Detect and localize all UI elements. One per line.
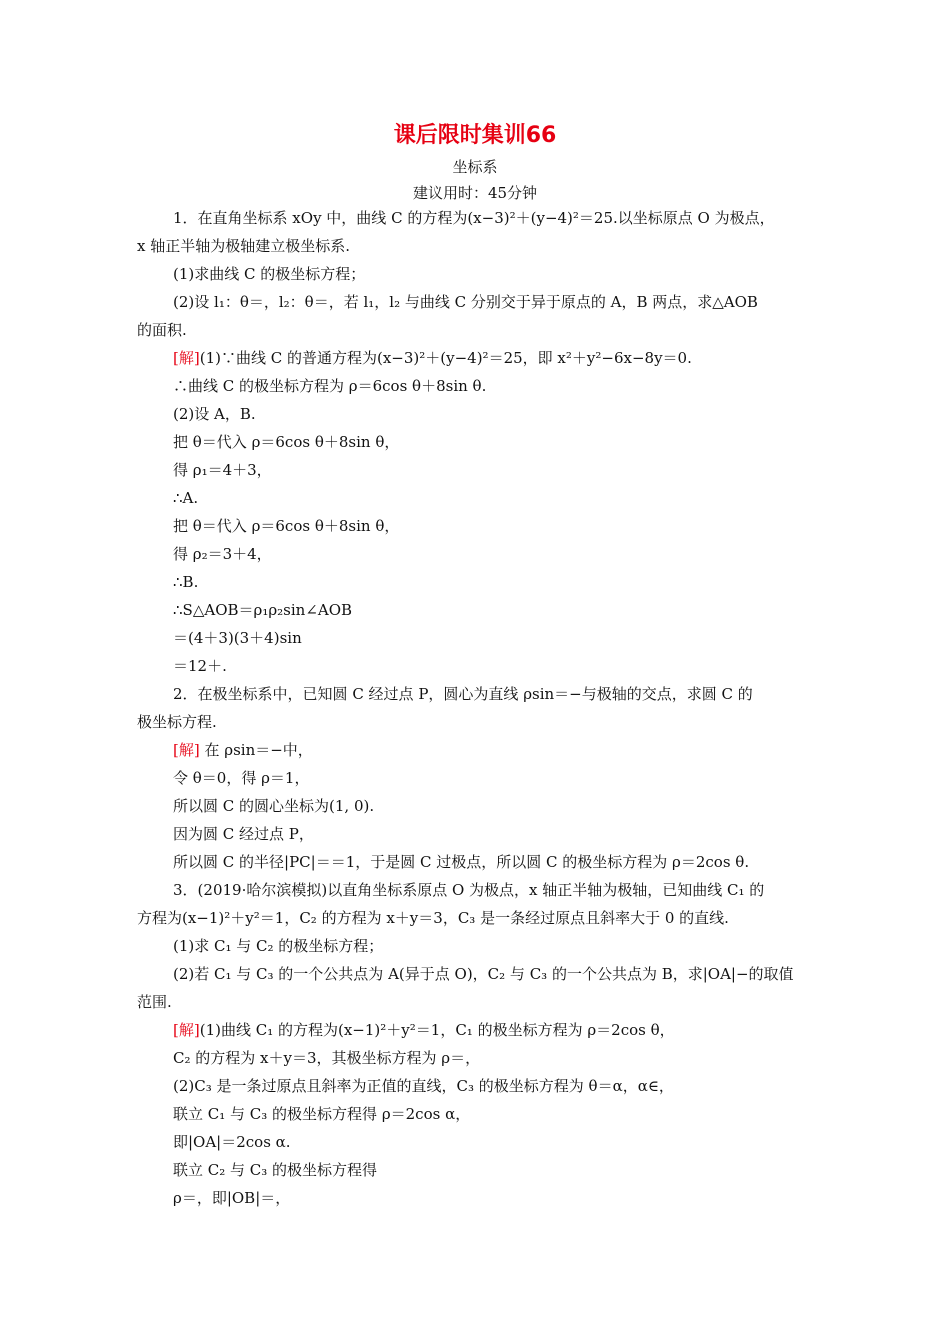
suggested-time: 建议用时：45分钟: [412, 184, 538, 202]
text-line: [173, 488, 198, 508]
line-text: 所以圆 C 的圆心坐标为(1, 0).: [173, 797, 375, 815]
line-text: 所以圆 C 的半径|PC|＝＝1，于是圆 C 过极点，所以圆 C 的极坐标方程为 ρ＝2cos θ.: [173, 853, 750, 871]
page-title: 课后限时集训66: [393, 123, 557, 148]
text-line: [173, 600, 352, 620]
text-line: [173, 768, 309, 788]
text-line: [173, 740, 313, 760]
text-line: [173, 1132, 291, 1152]
text-line: [173, 208, 775, 228]
line-text: C₂ 的方程为 x＋y＝3，其极坐标方程为 ρ＝，: [173, 1049, 481, 1067]
line-text: (2)设 A，B.: [173, 405, 256, 423]
line-text: 范围.: [137, 993, 172, 1011]
line-text: 得 ρ₁＝4＋3，: [173, 461, 272, 479]
solution-label: [解]: [173, 1021, 200, 1039]
line-text: (1)求曲线 C 的极坐标方程；: [173, 265, 366, 283]
line-text: (2)设 l₁：θ＝，l₂：θ＝，若 l₁，l₂ 与曲线 C 分别交于异于原点的 A，B 两点，求△AOB: [173, 293, 758, 311]
text-line: [173, 964, 794, 984]
line-text: 方程为(x−1)²＋y²＝1，C₂ 的方程为 x＋y＝3，C₃ 是一条经过原点且斜率大于 0 的直线.: [137, 909, 729, 927]
line-text: ∴曲线 C 的极坐标方程为 ρ＝6cos θ＋8sin θ.: [173, 377, 487, 395]
line-text: ∴A.: [173, 489, 199, 507]
text-line: [173, 348, 692, 368]
line-text: x 轴正半轴为极轴建立极坐标系.: [137, 237, 350, 255]
text-line: [173, 264, 365, 284]
line-text: (2)C₃ 是一条过原点且斜率为正值的直线，C₃ 的极坐标方程为 θ＝α，α∈，: [173, 1077, 674, 1095]
line-text: 把 θ＝代入 ρ＝6cos θ＋8sin θ，: [173, 433, 400, 451]
line-text: (1)曲线 C₁ 的方程为(x−1)²＋y²＝1，C₁ 的极坐标方程为 ρ＝2cos θ，: [199, 1021, 675, 1039]
line-text: (1)∵曲线 C 的普通方程为(x−3)²＋(y−4)²＝25，即 x²＋y²−6x−8y＝0.: [199, 349, 692, 367]
text-line: [173, 572, 198, 592]
text-line: [173, 796, 374, 816]
line-text: 在 ρsin＝−中，: [199, 741, 313, 759]
text-line: [173, 376, 486, 396]
text-line: [137, 992, 172, 1012]
line-text: ＝(4＋3)(3＋4)sin: [173, 629, 302, 647]
line-text: ∴S△AOB＝ρ₁ρ₂sin∠AOB: [173, 601, 353, 619]
text-line: [173, 1048, 480, 1068]
line-text: ＝12＋.: [173, 657, 227, 675]
line-text: (1)求 C₁ 与 C₂ 的极坐标方程；: [173, 937, 384, 955]
line-text: 因为圆 C 经过点 P，: [173, 825, 314, 843]
line-text: 2．在极坐标系中，已知圆 C 经过点 P，圆心为直线 ρsin＝−与极轴的交点，求圆 C 的: [173, 685, 753, 703]
text-line: [173, 824, 314, 844]
line-text: (2)若 C₁ 与 C₃ 的一个公共点为 A(异于点 O)，C₂ 与 C₃ 的一个公共点为 B，求|OA|−的取值: [173, 965, 794, 983]
text-line: [173, 1104, 470, 1124]
text-line: [137, 712, 217, 732]
text-line: [173, 404, 256, 424]
line-text: 把 θ＝代入 ρ＝6cos θ＋8sin θ，: [173, 517, 400, 535]
line-text: 联立 C₁ 与 C₃ 的极坐标方程得 ρ＝2cos α，: [173, 1105, 471, 1123]
text-line: [173, 292, 758, 312]
solution-label: [解]: [173, 741, 200, 759]
line-text: 1．在直角坐标系 xOy 中，曲线 C 的方程为(x−3)²＋(y−4)²＝25.以坐标原点 O 为极点，: [173, 209, 775, 227]
text-line: [173, 1076, 674, 1096]
line-text: 即|OA|＝2cos α.: [173, 1133, 291, 1151]
text-line: [173, 516, 399, 536]
text-line: [173, 432, 399, 452]
text-line: [173, 544, 272, 564]
line-text: 得 ρ₂＝3＋4，: [173, 545, 272, 563]
line-text: ∴B.: [173, 573, 199, 591]
line-text: 的面积.: [137, 321, 187, 339]
line-text: 极坐标方程.: [137, 713, 217, 731]
text-line: [173, 1160, 377, 1180]
text-line: [137, 320, 187, 340]
line-text: 令 θ＝0，得 ρ＝1，: [173, 769, 310, 787]
text-line: [173, 1188, 290, 1208]
text-line: [173, 1020, 675, 1040]
text-line: [173, 628, 302, 648]
text-line: [173, 880, 764, 900]
line-text: 3．(2019·哈尔滨模拟)以直角坐标系原点 O 为极点，x 轴正半轴为极轴，已知曲线 C₁ 的: [173, 881, 765, 899]
text-line: [173, 936, 383, 956]
text-line: [173, 684, 753, 704]
line-text: 联立 C₂ 与 C₃ 的极坐标方程得: [173, 1161, 378, 1179]
text-line: [173, 460, 272, 480]
text-line: [137, 908, 729, 928]
text-line: [173, 852, 749, 872]
line-text: ρ＝，即|OB|＝，: [173, 1189, 291, 1207]
text-line: [173, 656, 227, 676]
text-line: [137, 236, 350, 256]
solution-label: [解]: [173, 349, 200, 367]
page-subtitle: 坐标系: [452, 158, 498, 176]
